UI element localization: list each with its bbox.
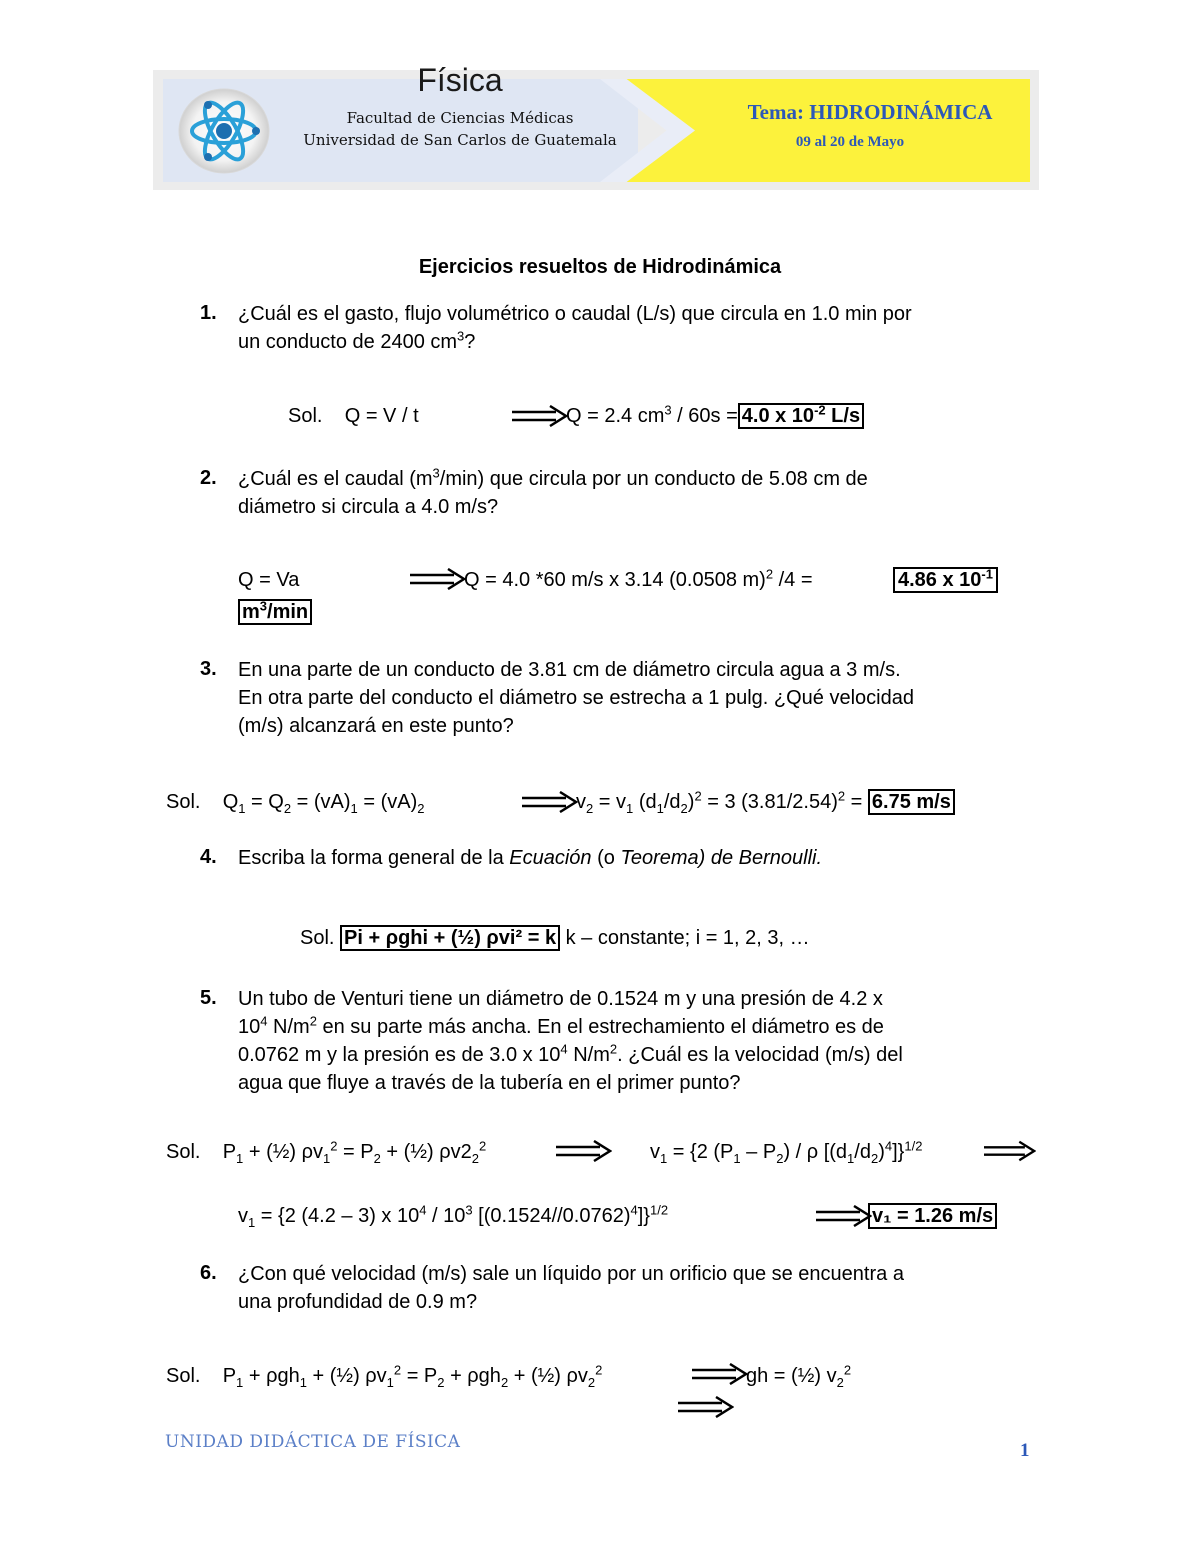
problem-text: Escriba la forma general de la Ecuación (o Teorema) de Bernoulli.	[238, 847, 823, 869]
problem-text: ¿Con qué velocidad (m/s) sale un líquido por un orificio que se encuentra a una profundidad de 0.9 m?	[238, 1263, 904, 1313]
implies-arrow-icon	[816, 1205, 872, 1227]
implies-arrow-icon	[512, 405, 568, 427]
header-title: Física	[417, 62, 503, 98]
solution-2-formula: Q = Va	[238, 569, 300, 591]
problem-number: 3.	[200, 658, 217, 680]
problem-text: Un tubo de Venturi tiene un diámetro de 0.1524 m y una presión de 4.2 x $10^4$ $N/m^2$ en su parte más ancha. En el estrechamiento el diámetro es de 0.0762 m y la presión es de 3.0 x $10^4$ $N/m^2$. ¿Cuál es la velocidad (m/s) del agua que fluye a través de la tubería en el primer punto?	[238, 988, 903, 1094]
problem-number: 2.	[200, 467, 217, 489]
result-box: 4.86 x $10^{-1}$	[893, 566, 998, 594]
header-dates: 09 al 20 de Mayo	[795, 134, 905, 150]
header-faculty: Facultad de Ciencias Médicas	[346, 109, 574, 127]
problem-number: 1.	[200, 302, 217, 324]
problem-text: ¿Cuál es el caudal $(m^3/\min)$ que circula por un conducto de 5.08 cm de diámetro si circula a 4.0 m/s?	[238, 465, 868, 518]
result-box: Pi + ρghi + (½) ρvi² = k	[340, 925, 560, 951]
result-box: 6.75 m/s	[868, 789, 955, 815]
solution-5-line2: $v_1 = \{2$ (4.2 – 3) x $10^4 / 10^3$ $[(0.1524//0.0762)^4]\}^{1/2}$	[238, 1202, 669, 1230]
solution-5-formula: $v_1 = \{2$ $(P_1 - P_2)$ / ρ $[(d_1/d_2)^4]\}^{1/2}$	[650, 1138, 923, 1166]
result-box: v₁ = 1.26 m/s	[868, 1202, 997, 1230]
problem-text: ¿Cuál es el gasto, flujo volumétrico o caudal (L/s) que circula en 1.0 min por un conducto de 2400 $cm^3$?	[238, 303, 912, 353]
problem-number: 6.	[200, 1262, 217, 1284]
page-number: 1	[1020, 1440, 1030, 1461]
result-box: 4.0 x $10^{-2}$ L/s	[738, 403, 864, 429]
problem-text: En una parte de un conducto de 3.81 cm de diámetro circula agua a 3 m/s. En otra parte del conducto el diámetro se estrecha a 1 pulg. ¿Qué velocidad (m/s) alcanzará en este punto?	[238, 659, 914, 737]
result-box: $m^3/\min$	[238, 598, 312, 626]
header-topic: Tema: HIDRODINÁMICA	[747, 100, 993, 124]
solution-6: Sol. $P_1 + \rho gh_1$ + (½) $\rho v_1^2 = P_2 + \rho gh_2$ + (½) $\rho v_2^2$	[166, 1362, 603, 1390]
implies-arrow-icon	[410, 568, 466, 590]
implies-arrow-icon	[556, 1140, 612, 1162]
solution-4: Sol. Pi + ρghi + (½) ρvi² = k k – constante; i = 1, 2, 3, …	[300, 927, 810, 949]
atom-logo-icon	[178, 88, 270, 174]
implies-arrow-icon	[678, 1396, 734, 1418]
solution-2-calc: Q = 4.0 *60 m/s x 3.14 (0.0508 m)$^2$ /4 =	[464, 566, 813, 591]
problem-number: 4.	[200, 846, 217, 868]
problem-number: 5.	[200, 987, 217, 1009]
page-heading: Ejercicios resueltos de Hidrodinámica	[418, 256, 782, 278]
implies-arrow-icon	[984, 1140, 1036, 1162]
implies-arrow-icon	[692, 1363, 748, 1385]
solution-3-calc: $v_2 = v_1$ $(d_1/d_2)^2 = 3$ $(3.81/2.54)^2 = 6.75$ m/s	[576, 788, 955, 816]
solution-1-calc: Q = 2.4 $cm^3 / 60s = 4.0$ x $10^{-2}$ L/s	[566, 402, 864, 430]
solution-3: Sol. $Q_1 = Q_2 = (vA)_1 = (vA)_2$	[166, 791, 425, 816]
footer-unit: UNIDAD DIDÁCTICA DE FÍSICA	[165, 1432, 461, 1452]
solution-1: Sol. Q = V / t	[288, 405, 419, 427]
header-university: Universidad de San Carlos de Guatemala	[303, 131, 617, 149]
implies-arrow-icon	[522, 791, 578, 813]
solution-5-line1: Sol. $P_1$ + (½) $\rho v_1^2 = P_2$ + (½) $\rho v2_2^2$	[166, 1138, 487, 1166]
solution-6-result: gh = (½) $v_2^2$	[746, 1362, 852, 1390]
